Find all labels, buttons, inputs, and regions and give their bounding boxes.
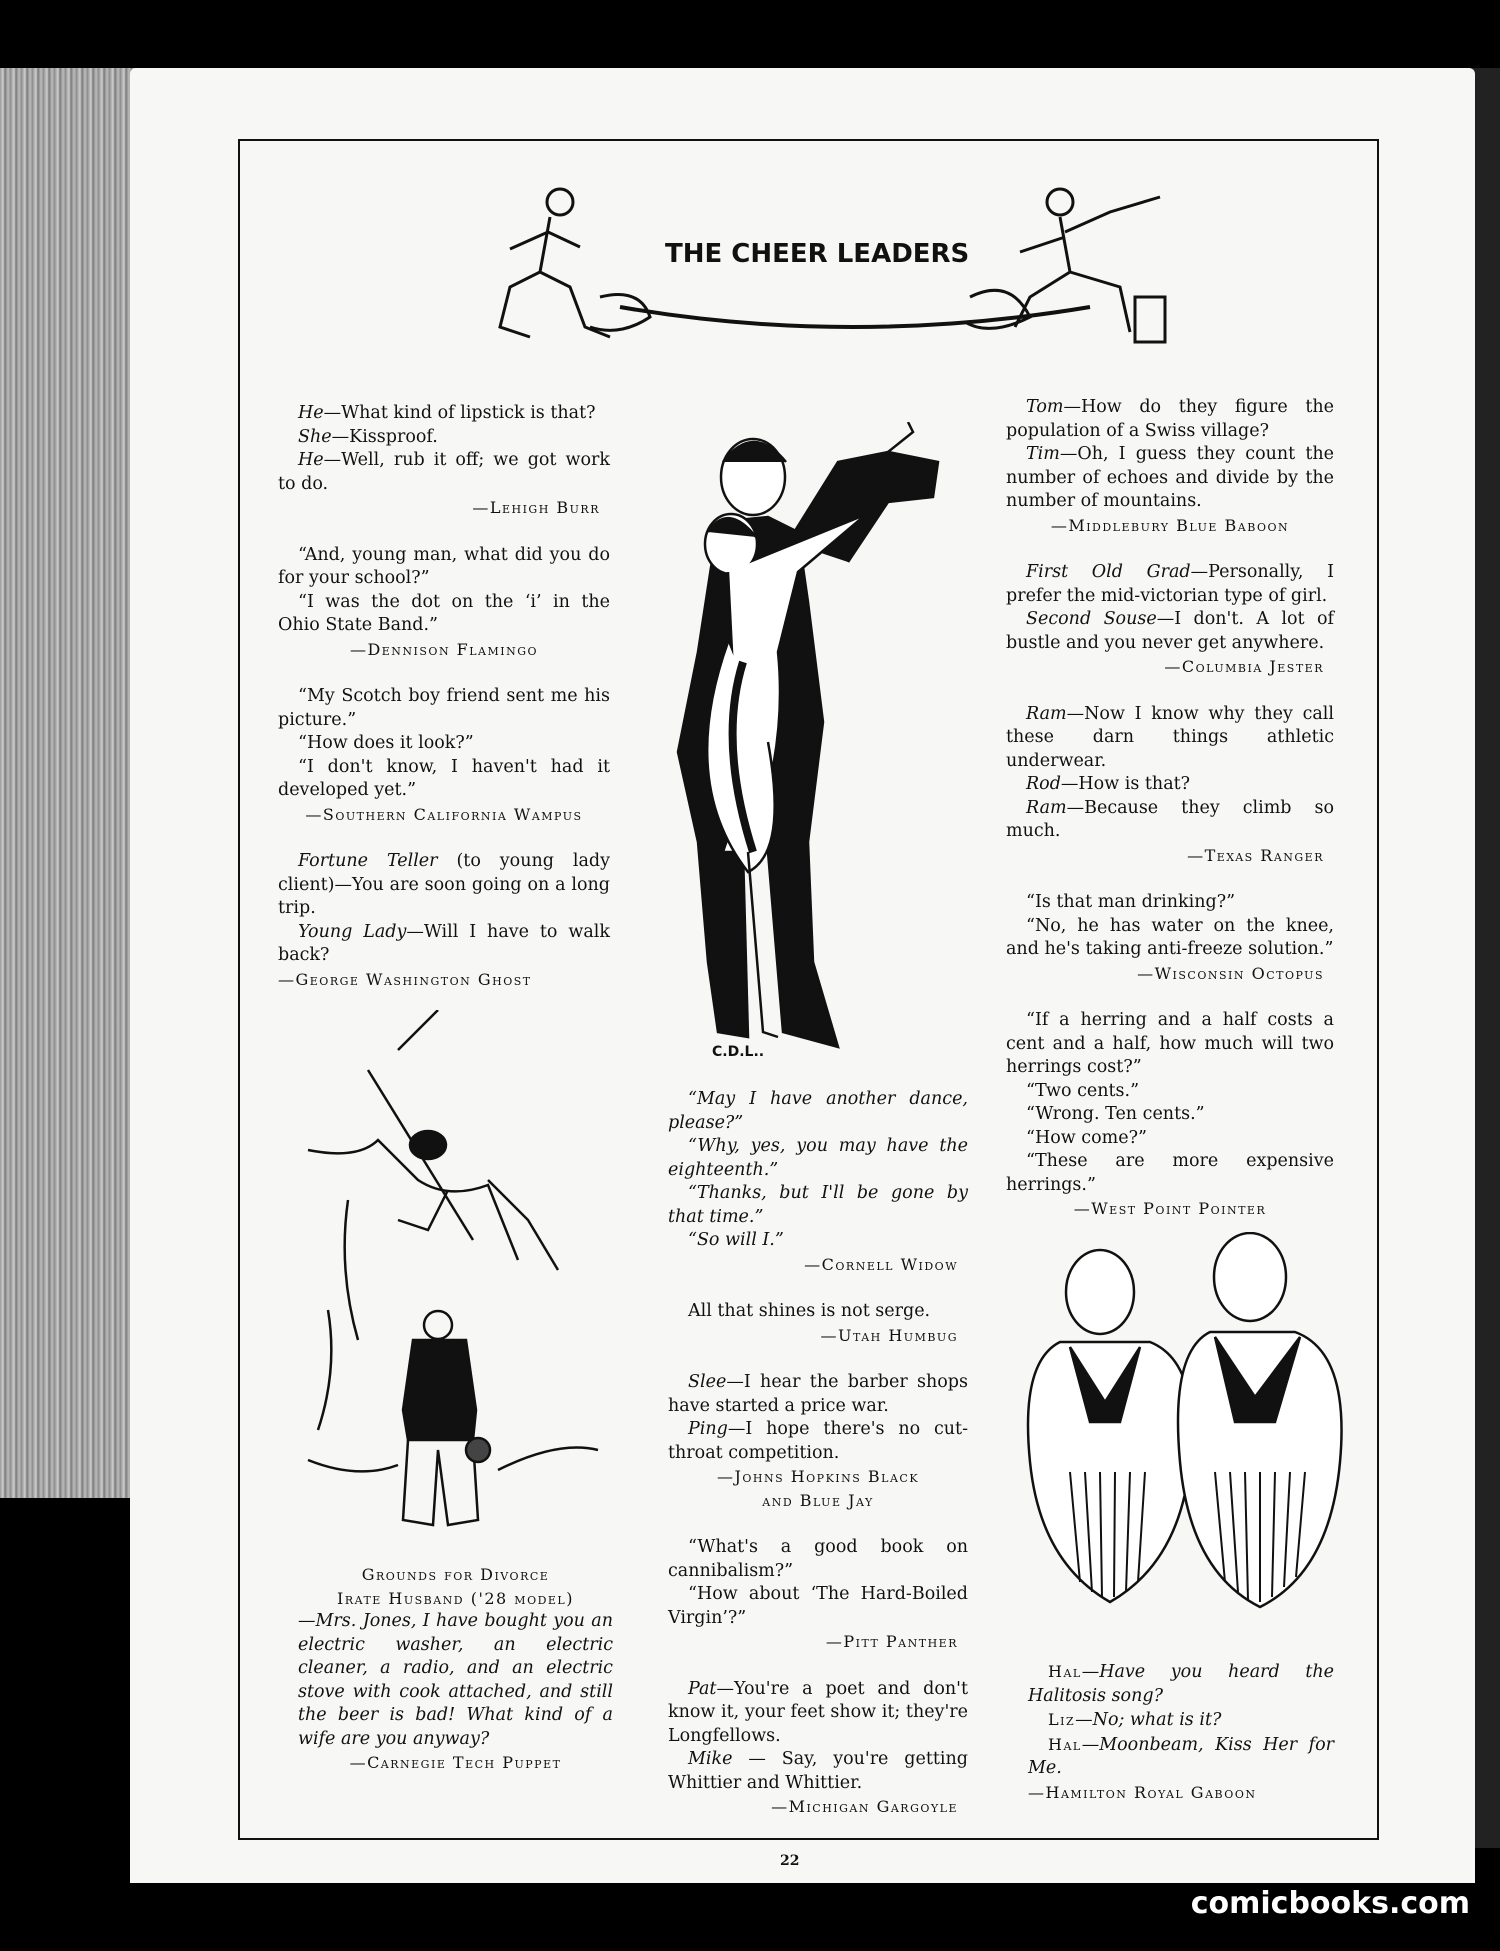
speaker: First Old Grad [1026,562,1191,582]
speaker: She [298,426,332,447]
joke-line: —You're a poet and don't know it, your feet show it; they're Longfellows. [668,1678,968,1746]
joke-line: “And, young man, what did you do for your school?” [278,544,610,588]
joke-credit: —Carnegie Tech Puppet [349,1753,562,1772]
joke-line: All that shines is not serge. [688,1301,931,1321]
joke-credit: —Texas Ranger [1187,845,1324,865]
joke-credit: —Middlebury Blue Baboon [1050,515,1290,535]
speaker: Irate Husband ('28 model) [337,1588,574,1608]
joke-line: —Oh, I guess they count the number of echoes and divide by the number of mountains. [1006,444,1334,511]
joke-credit: —Columbia Jester [1164,657,1324,676]
joke-line: —Will I have to walk back? [278,921,610,965]
joke-line: “May I have another dance, please?” [668,1089,968,1133]
left-column [278,402,610,1015]
joke-poet [668,1678,968,1819]
joke-line: —I hope there's no cut-throat competition. [668,1419,968,1463]
speaker: Ram [1026,703,1067,724]
joke-credit: —Dennison Flamingo [349,639,539,659]
joke-line: “So will I.” [688,1230,784,1250]
joke-line: —Personally, I prefer the mid-victorian type of girl. [1006,562,1334,606]
joke-credit: —Southern California Wampus [305,804,583,824]
joke-line: —Because they climb so much. [1006,797,1334,841]
speaker: Tom [1026,397,1064,417]
two-waiters-illustration [1010,1232,1350,1612]
joke-underwear [1006,703,1334,868]
joke-cannibalism [668,1536,968,1654]
joke-credit-continued: and Blue Jay [762,1490,874,1510]
speaker: Pat [688,1678,717,1699]
speaker: Young Lady [298,921,407,942]
joke-credit: —Pitt Panther [825,1632,958,1651]
joke-victorian [1006,561,1334,679]
joke-line: —Mrs. Jones, I have bought you an electric washer, an electric cleaner, a radio, and an electric stove with cook attached, and still the beer is bad! What kind of a wife are you anyway? [298,1611,613,1749]
speaker: Hal [1048,1734,1082,1754]
joke-line: — Say, you're getting Whittier and Whittier. [668,1749,968,1793]
joke-line: “These are more expensive herrings.” [1006,1151,1334,1195]
joke-halitosis [1028,1660,1334,1804]
joke-credit: —Lehigh Burr [472,498,600,517]
middle-column [668,1088,968,1843]
cheer-leaders-header-art [470,177,1230,355]
header-word-the: THE CHEER LEADERS [665,239,970,269]
joke-line: “How about ‘The Hard-Boiled Virgin’?” [668,1584,968,1628]
joke-line: —What kind of lipstick is that? [323,403,596,423]
joke-line: “Is that man drinking?” [1026,892,1236,912]
joke-line: “Why, yes, you may have the eighteenth.” [668,1136,968,1180]
joke-line: —Well, rub it off; we got work to do. [278,450,610,494]
joke-line: —How do they figure the population of a Swiss village? [1006,397,1334,441]
joke-line: —Moonbeam, Kiss Her for Me. [1028,1734,1334,1778]
joke-credit: —West Point Pointer [1073,1199,1267,1218]
joke-lipstick [278,402,610,520]
right-column [1006,396,1334,1245]
joke-swiss [1006,396,1334,537]
joke-line: “How does it look?” [298,733,474,753]
joke-scotch [278,685,610,826]
joke-line: “If a herring and a half costs a cent and a half, how much will two herrings cost?” [1006,1010,1334,1077]
speaker: He [298,403,324,423]
joke-dance [668,1088,968,1276]
speaker: Rod [1026,774,1061,794]
dancing-couple-illustration [638,422,978,1077]
site-watermark: comicbooks.com [1190,1886,1470,1921]
joke-heading: Grounds for Divorce [361,1565,550,1584]
speaker: Liz [1048,1710,1076,1729]
swing-and-suitor-illustration [298,1010,638,1540]
joke-credit: —Utah Humbug [820,1325,958,1345]
joke-line: “My Scotch boy friend sent me his picture.” [278,686,610,730]
joke-credit: —Johns Hopkins Black [716,1467,920,1486]
joke-herring [1006,1009,1334,1221]
joke-line: “Two cents.” [1026,1080,1140,1101]
joke-line: “I don't know, I haven't had it developed yet.” [278,756,610,800]
joke-line: (to young lady client)—You are soon going on a long trip. [278,851,610,918]
joke-line: —No; what is it? [1075,1710,1222,1730]
joke-line: —Now I know why they call these darn things athletic underwear. [1006,703,1334,771]
joke-credit: —Hamilton Royal Gaboon [1028,1782,1257,1802]
joke-credit: —Michigan Gargoyle [771,1797,958,1816]
joke-dot [278,544,610,662]
book-page-edges [0,68,150,1498]
speaker: Second Souse [1026,609,1157,629]
joke-line: “What's a good book on cannibalism?” [668,1537,968,1581]
speaker: Ping [688,1419,728,1439]
page-number: 22 [780,1853,800,1869]
joke-line: —Kissproof. [331,426,438,447]
speaker: Ram [1026,797,1067,818]
joke-barber [668,1371,968,1512]
joke-serge [668,1300,968,1347]
joke-line: —I don't. A lot of bustle and you never get anywhere. [1006,609,1334,653]
joke-line: —I hear the barber shops have started a price war. [668,1372,968,1416]
joke-line: “No, he has water on the knee, and he's taking anti-freeze solution.” [1006,915,1334,959]
speaker: He [298,450,324,470]
artist-signature: C.D.L.. [712,1044,765,1060]
speaker: Fortune Teller [298,851,438,871]
joke-line: “How come?” [1026,1127,1147,1148]
joke-credit: —Wisconsin Octopus [1137,963,1324,983]
joke-line: “Thanks, but I'll be gone by that time.” [668,1183,968,1227]
joke-line: “I was the dot on the ‘i’ in the Ohio State Band.” [278,591,610,635]
joke-line: —Have you heard the Halitosis song? [1028,1662,1334,1706]
divorce-joke [298,1563,613,1775]
joke-drinking [1006,891,1334,985]
speaker: Tim [1026,444,1060,464]
speaker: Mike [688,1749,733,1769]
speaker: Slee [688,1372,727,1392]
joke-credit: —Cornell Widow [804,1254,958,1274]
joke-line: “Wrong. Ten cents.” [1026,1104,1205,1124]
speaker: Hal [1048,1662,1082,1681]
joke-line: —How is that? [1060,774,1191,794]
joke-fortune [278,850,610,991]
joke-credit: —George Washington Ghost [278,969,532,989]
